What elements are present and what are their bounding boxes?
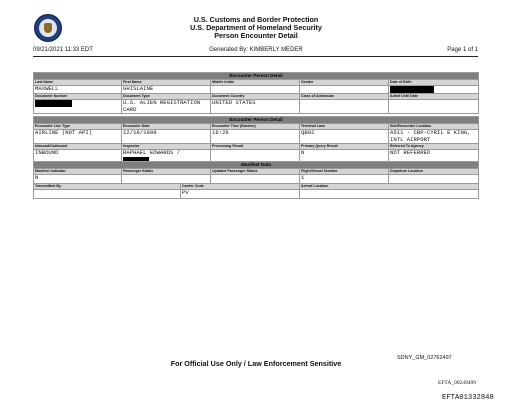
value-encounter-time: 16:26 bbox=[211, 130, 300, 144]
label-transmitted-by: Transmitted By bbox=[34, 184, 181, 190]
value-flight-vessel-number: 1 bbox=[300, 175, 389, 184]
redaction-block bbox=[35, 100, 72, 107]
label-last-name: Last Name bbox=[34, 80, 122, 86]
label-terminal-lane: Terminal Lane bbox=[300, 124, 389, 130]
bates-efta-small: EFTA_00249409 bbox=[438, 380, 477, 386]
section-title: Manifest Data bbox=[34, 162, 479, 169]
label-arrival-location: Arrival Location bbox=[300, 184, 479, 190]
value-site-location: A511 - CBP-CYRIL E KING, INTL AIRPORT bbox=[389, 130, 479, 144]
value-updated-passenger-status bbox=[211, 175, 300, 184]
label-manifest-indicator: Manifest Indicator bbox=[34, 169, 122, 175]
label-updated-passenger-status: Updated Passenger Status bbox=[211, 169, 300, 175]
value-terminal-lane: QB02 bbox=[300, 130, 389, 144]
value-encounter-line-type: AIRLINE (NOT API) bbox=[34, 130, 122, 144]
section-title: Encounter Person Detail bbox=[34, 117, 479, 124]
label-document-country: Document Country bbox=[211, 94, 300, 100]
label-departure-location: Departure Location bbox=[389, 169, 479, 175]
label-passenger-status: Passenger Status bbox=[122, 169, 211, 175]
label-middle-initial: Middle Initial bbox=[211, 80, 300, 86]
redaction-block bbox=[390, 86, 434, 93]
bates-sdny: SDNY_GM_02762497 bbox=[397, 355, 452, 361]
label-gender: Gender bbox=[300, 80, 389, 86]
value-transmitted-by bbox=[34, 190, 181, 199]
label-class-of-admission: Class of Admission bbox=[300, 94, 389, 100]
value-date-of-birth bbox=[389, 86, 479, 94]
value-admit-until-date bbox=[389, 100, 479, 114]
label-processing-result: Processing Result bbox=[211, 144, 300, 150]
label-encounter-time: Encounter Time (Eastern) bbox=[211, 124, 300, 130]
value-class-of-admission bbox=[300, 100, 389, 114]
value-first-name: GHISLAINE bbox=[122, 86, 211, 94]
label-site-location: Site/Encounter Location bbox=[389, 124, 479, 130]
bates-efta-large: EFTA01332848 bbox=[442, 394, 494, 402]
value-carrier-code: PV bbox=[181, 190, 300, 199]
value-document-country: UNITED STATES bbox=[211, 100, 300, 114]
report-timestamp: 09/21/2021 11:33 EDT bbox=[33, 47, 93, 53]
label-first-name: First Name bbox=[122, 80, 211, 86]
label-inspector: Inspector bbox=[122, 144, 211, 150]
label-document-number: Document Number bbox=[34, 94, 122, 100]
label-encounter-line-type: Encounter Line Type bbox=[34, 124, 122, 130]
label-flight-vessel-number: Flight/Vessel Number bbox=[300, 169, 389, 175]
header-report-title: Person Encounter Detail bbox=[214, 31, 298, 40]
label-date-of-birth: Date of Birth bbox=[389, 80, 479, 86]
label-document-type: Document Type bbox=[122, 94, 211, 100]
value-last-name: MAXWELL bbox=[34, 86, 122, 94]
value-document-type: U.S. ALIEN REGISTRATION CARD bbox=[122, 100, 211, 114]
label-inbound-outbound: Inbound/Outbound bbox=[34, 144, 122, 150]
inspector-name: RAPHAEL EDWARDS / bbox=[123, 149, 181, 156]
value-encounter-date: 12/18/1999 bbox=[122, 130, 211, 144]
section-title: Encounter Person Detail bbox=[34, 73, 479, 80]
encounter-person-table bbox=[33, 72, 479, 114]
label-primary-query-result: Primary Query Result bbox=[300, 144, 389, 150]
label-carrier-code: Carrier Code bbox=[181, 184, 300, 190]
value-inbound-outbound: INBOUND bbox=[34, 150, 122, 164]
header-department: U.S. Department of Homeland Security bbox=[190, 23, 322, 32]
encounter-detail-table bbox=[33, 116, 479, 164]
header-rule bbox=[33, 56, 478, 57]
classification-footer: For Official Use Only / Law Enforcement Sensitive bbox=[170, 359, 342, 368]
label-referred-to-agency: Referred To Agency bbox=[389, 144, 479, 150]
header-agency: U.S. Customs and Border Protection bbox=[193, 15, 319, 24]
label-admit-until-date: Admit Until Date bbox=[389, 94, 479, 100]
value-document-number bbox=[34, 100, 122, 114]
value-passenger-status bbox=[122, 175, 211, 184]
generated-by: Generated By: KIMBERLY MEDER bbox=[209, 47, 303, 53]
page-number: Page 1 of 1 bbox=[447, 47, 478, 53]
value-manifest-indicator: N bbox=[34, 175, 122, 184]
value-middle-initial bbox=[211, 86, 300, 94]
value-departure-location bbox=[389, 175, 479, 184]
value-primary-query-result: N bbox=[300, 150, 389, 164]
label-encounter-date: Encounter Date bbox=[122, 124, 211, 130]
manifest-data-table bbox=[33, 161, 479, 199]
value-gender bbox=[300, 86, 389, 94]
value-arrival-location bbox=[300, 190, 479, 199]
value-referred-to-agency: NOT REFERRED bbox=[389, 150, 479, 164]
